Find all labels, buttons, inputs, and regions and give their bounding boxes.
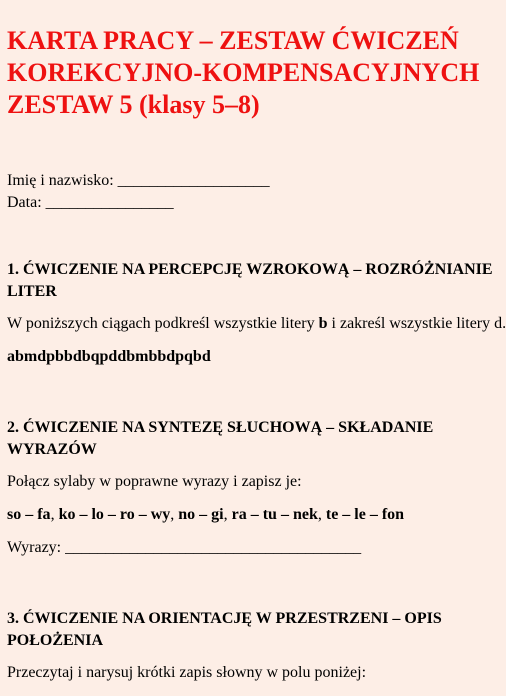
exercise-2-title-line-1: 2. ĆWICZENIE NA SYNTEZĘ SŁUCHOWĄ – SKŁADANIE [7,419,434,436]
exercise-3-title [7,608,442,652]
exercise-1-instruction-post: i zakreśl wszystkie litery d. [327,315,506,332]
exercise-3-instruction: Przeczytaj i narysuj krótki zapis słowny w polu poniżej: [7,664,367,681]
title-line-3: ZESTAW 5 (klasy 5–8) [7,90,260,119]
title-line-1: KARTA PRACY – ZESTAW ĆWICZEŃ [7,26,459,55]
exercise-2 [7,417,433,559]
syllable-separator: , [317,506,322,523]
exercise-3 [7,608,442,684]
exercise-2-answer-line[interactable]: Wyrazy: _____________________________________ [7,539,362,556]
exercise-1-title-line-2: LITER [7,283,57,300]
syllable-group: no – gi [178,506,224,523]
syllable-group: te – le – fon [325,506,405,523]
exercise-3-title-line-2: POŁOŻENIA [7,632,104,649]
syllable-group: so – fa [7,506,51,523]
exercise-1-instruction [7,313,506,335]
syllable-separator: , [50,506,55,523]
exercise-1-instruction-pre: W poniższych ciągach podkreśl wszystkie litery [7,315,319,332]
worksheet-title [7,25,479,121]
student-fields [7,170,270,214]
name-field[interactable]: Imię i nazwisko: ___________________ [7,172,270,189]
exercise-1 [7,259,506,368]
exercise-2-syllables [7,504,433,526]
exercise-1-title [7,259,506,303]
syllable-separator: , [223,506,228,523]
syllable-group: ko – lo – ro – wy [58,506,171,523]
exercise-2-title [7,417,433,461]
exercise-1-letter-sequence[interactable]: abmdpbbdbqpddbmbbdpqbd [7,348,211,365]
title-line-2: KOREKCYJNO-KOMPENSACYJNYCH [7,58,480,87]
syllable-separator: , [170,506,175,523]
exercise-2-instruction: Połącz sylaby w poprawne wyrazy i zapisz je: [7,473,302,490]
exercise-1-instruction-letter: b [318,315,328,332]
exercise-2-title-line-2: WYRAZÓW [7,441,97,458]
exercise-3-title-line-1: 3. ĆWICZENIE NA ORIENTACJĘ W PRZESTRZENI – OPIS [7,610,442,627]
date-field[interactable]: Data: ________________ [7,194,174,211]
exercise-1-title-line-1: 1. ĆWICZENIE NA PERCEPCJĘ WZROKOWĄ – ROZRÓŻNIANIE [7,261,493,278]
syllable-group: ra – tu – nek [231,506,318,523]
